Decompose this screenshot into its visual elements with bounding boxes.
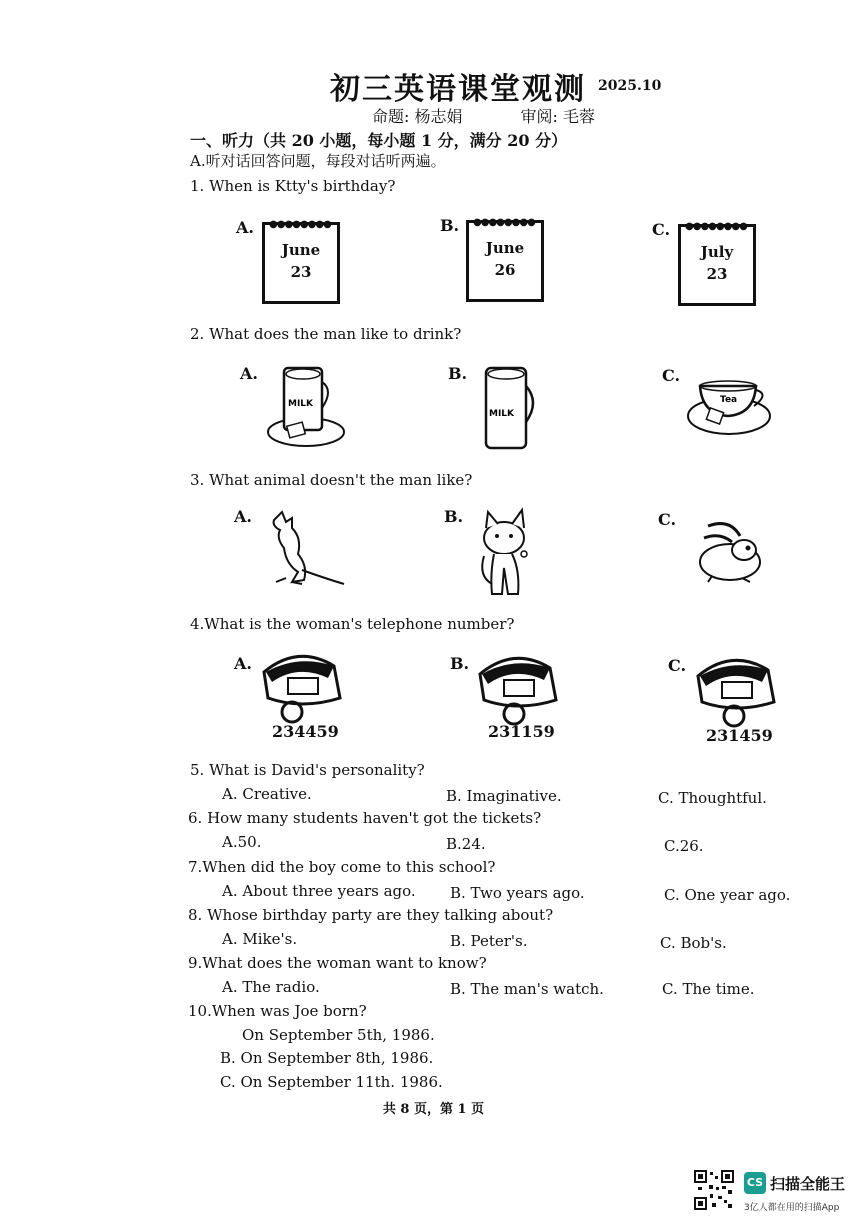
q2-option-a-letter: A. xyxy=(240,364,258,383)
q4-option-c-letter: C. xyxy=(668,656,687,675)
question-3: 3. What animal doesn't the man like? xyxy=(190,471,473,489)
calendar-month: June xyxy=(281,241,321,259)
q10-option-c: C. On September 11th. 1986. xyxy=(220,1073,443,1091)
q8-option-b: B. Peter's. xyxy=(450,932,528,950)
svg-text:MILK: MILK xyxy=(489,409,515,419)
q5-option-a: A. Creative. xyxy=(222,785,312,803)
q4-option-c-number: 231459 xyxy=(706,726,773,745)
cat-icon xyxy=(472,504,538,600)
q2-option-c-letter: C. xyxy=(662,366,681,385)
q4-option-b-number: 231159 xyxy=(488,722,555,741)
q7-option-a: A. About three years ago. xyxy=(222,882,416,900)
telephone-icon xyxy=(258,648,344,724)
calendar-day: 23 xyxy=(290,263,312,281)
q8-option-c: C. Bob's. xyxy=(660,934,727,952)
q1-option-b-letter: B. xyxy=(440,216,460,235)
calendar-month: July xyxy=(700,243,734,261)
q3-option-b-letter: B. xyxy=(444,507,464,526)
cs-logo-icon: CS xyxy=(744,1172,766,1194)
page-footer: 共 8 页，第 1 页 xyxy=(382,1102,485,1117)
calendar-rings-icon: ●●●●●●●● xyxy=(685,221,747,232)
q3-option-c-letter: C. xyxy=(658,510,677,529)
q3-option-a-letter: A. xyxy=(234,507,252,526)
exam-date: 2025.10 xyxy=(598,78,662,94)
qr-code-icon xyxy=(694,1170,734,1210)
kangaroo-icon xyxy=(262,508,348,590)
question-9: 9.What does the woman want to know? xyxy=(188,954,487,972)
question-7: 7.When did the boy come to this school? xyxy=(188,858,496,876)
q4-option-a-number: 234459 xyxy=(272,722,339,741)
calendar-rings-icon: ●●●●●●●● xyxy=(269,219,331,230)
q2-option-b-letter: B. xyxy=(448,364,468,383)
q9-option-b: B. The man's watch. xyxy=(450,980,604,998)
page-title: 初三英语课堂观测 xyxy=(330,72,586,107)
scanner-brand xyxy=(744,1172,846,1213)
svg-text:Tea: Tea xyxy=(720,395,738,405)
milk-glass-icon xyxy=(480,362,542,454)
q7-option-c: C. One year ago. xyxy=(664,886,791,904)
q6-option-c: C.26. xyxy=(664,837,704,855)
q6-option-a: A.50. xyxy=(222,833,262,851)
q1-option-a-letter: A. xyxy=(236,218,254,237)
question-4: 4.What is the woman's telephone number? xyxy=(190,615,515,633)
calendar-day: 26 xyxy=(494,261,516,279)
q7-option-b: B. Two years ago. xyxy=(450,884,585,902)
q10-option-b: B. On September 8th, 1986. xyxy=(220,1049,434,1067)
q1-option-b-calendar xyxy=(466,217,544,302)
calendar-rings-icon: ●●●●●●●● xyxy=(473,217,535,228)
question-6: 6. How many students haven't got the tickets? xyxy=(188,809,542,827)
q8-option-a: A. Mike's. xyxy=(222,930,298,948)
svg-text:MILK: MILK xyxy=(288,399,314,409)
q1-option-c-calendar xyxy=(678,221,756,306)
brand-name: 扫描全能王 xyxy=(770,1174,846,1193)
q10-option-a: On September 5th, 1986. xyxy=(242,1026,435,1044)
question-1: 1. When is Ktty's birthday? xyxy=(190,177,396,195)
q1-option-c-letter: C. xyxy=(652,220,671,239)
q4-option-a-letter: A. xyxy=(234,654,252,673)
brand-tagline: 3亿人都在用的扫描App xyxy=(744,1203,840,1213)
authors-line xyxy=(372,104,595,127)
q5-option-b: B. Imaginative. xyxy=(446,787,562,805)
telephone-icon xyxy=(692,652,778,728)
q6-option-b: B.24. xyxy=(446,835,486,853)
question-10: 10.When was Joe born? xyxy=(188,1002,367,1020)
author: 命题: 杨志娟 xyxy=(372,107,463,126)
question-5: 5. What is David's personality? xyxy=(190,761,425,779)
telephone-icon xyxy=(474,650,560,726)
q9-option-a: A. The radio. xyxy=(222,978,320,996)
reviewer: 审阅: 毛蓉 xyxy=(520,107,595,126)
milk-glass-on-plate-icon xyxy=(266,360,346,452)
q4-option-b-letter: B. xyxy=(450,654,470,673)
calendar-month: June xyxy=(485,239,525,257)
section-heading: 一、听力（共 20 小题，每小题 1 分，满分 20 分） xyxy=(190,131,568,150)
question-2: 2. What does the man like to drink? xyxy=(190,325,462,343)
tea-cup-icon xyxy=(686,372,772,438)
calendar-day: 23 xyxy=(706,265,728,283)
rabbit-icon xyxy=(690,516,766,586)
q1-option-a-calendar xyxy=(262,219,340,304)
section-instruction: A.听对话回答问题，每段对话听两遍。 xyxy=(190,152,446,170)
question-8: 8. Whose birthday party are they talking about? xyxy=(188,906,554,924)
q9-option-c: C. The time. xyxy=(662,980,755,998)
q5-option-c: C. Thoughtful. xyxy=(658,789,767,807)
